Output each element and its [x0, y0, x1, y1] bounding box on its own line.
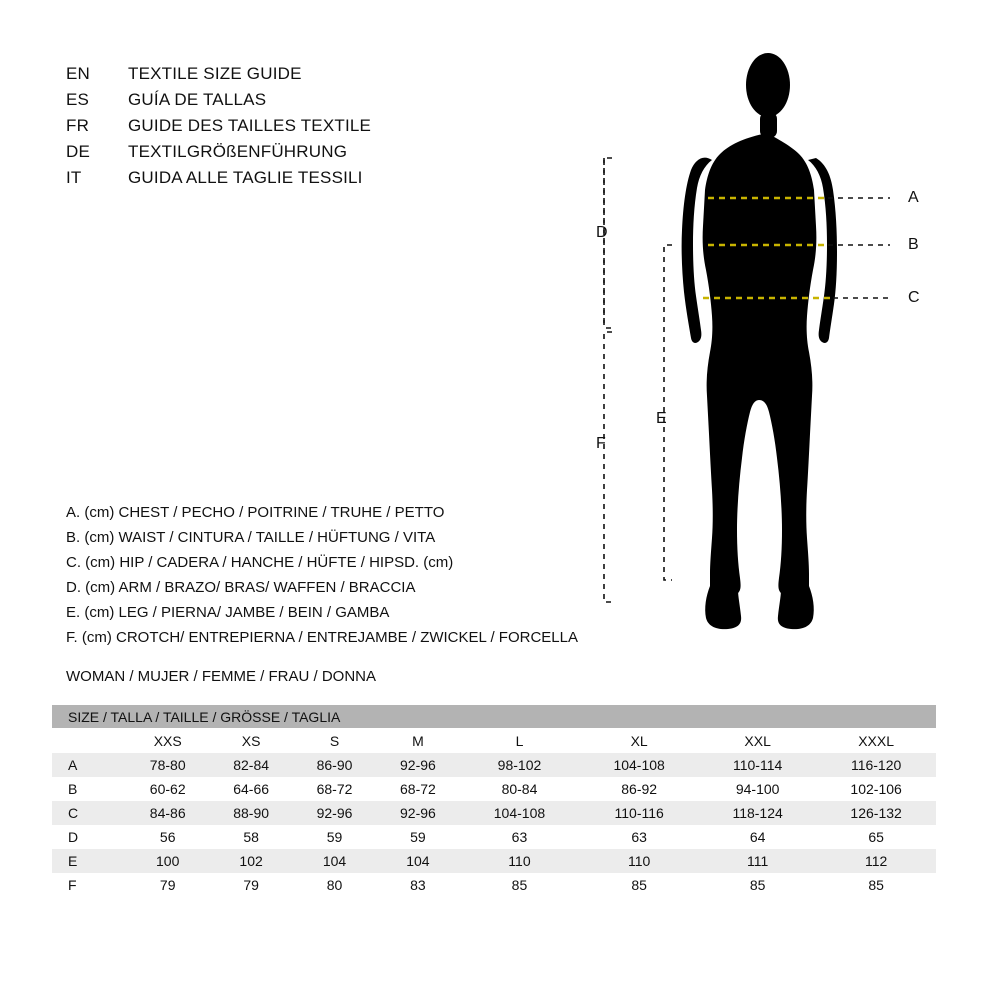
language-code: DE [66, 142, 91, 161]
row-label: D [52, 825, 126, 849]
table-cell: 59 [293, 825, 376, 849]
table-cell: 116-120 [816, 753, 936, 777]
language-row [66, 64, 526, 90]
size-table [52, 705, 936, 897]
table-header-row [52, 705, 936, 728]
legend-item: F. (cm) CROTCH/ ENTREPIERNA / ENTREJAMBE / ZWICKEL / FORCELLA [66, 629, 578, 646]
body-diagram [560, 30, 980, 650]
table-cell: 118-124 [699, 801, 816, 825]
language-code: EN [66, 64, 91, 83]
table-cell: 78-80 [126, 753, 209, 777]
table-cell: 85 [816, 873, 936, 897]
table-cell: 79 [209, 873, 292, 897]
table-cell: 111 [699, 849, 816, 873]
table-cell: 83 [376, 873, 459, 897]
table-row [52, 753, 936, 777]
row-label: A [52, 753, 126, 777]
table-cell: 110-114 [699, 753, 816, 777]
table-header-label: SIZE / TALLA / TAILLE / GRÖSSE / TAGLIA [52, 705, 936, 728]
bracket-label-f: F [596, 435, 606, 452]
language-row [66, 116, 526, 142]
table-cell: 104-108 [460, 801, 580, 825]
row-label: B [52, 777, 126, 801]
marker-label-c: C [908, 289, 920, 306]
language-row [66, 142, 526, 168]
table-cell: 64-66 [209, 777, 292, 801]
language-title-list [66, 64, 526, 194]
legend-item: C. (cm) HIP / CADERA / HANCHE / HÜFTE / HIPSD. (cm) [66, 554, 454, 571]
bracket-arm-d [604, 158, 612, 328]
table-columns-row [52, 728, 936, 753]
table-cell: 92-96 [376, 801, 459, 825]
legend-item: D. (cm) ARM / BRAZO/ BRAS/ WAFFEN / BRACCIA [66, 579, 416, 596]
table-cell: 86-92 [579, 777, 699, 801]
table-row [52, 873, 936, 897]
table-cell: 88-90 [209, 801, 292, 825]
column-header: XL [579, 728, 699, 753]
table-row [52, 801, 936, 825]
table-cell: 68-72 [293, 777, 376, 801]
marker-label-b: B [908, 236, 919, 253]
bracket-label-d: D [596, 224, 608, 241]
column-header: S [293, 728, 376, 753]
table-cell: 64 [699, 825, 816, 849]
table-cell: 85 [699, 873, 816, 897]
table-cell: 56 [126, 825, 209, 849]
legend-item: E. (cm) LEG / PIERNA/ JAMBE / BEIN / GAMBA [66, 604, 390, 621]
language-title: TEXTILE SIZE GUIDE [128, 64, 302, 83]
table-cell: 102-106 [816, 777, 936, 801]
column-header: XXXL [816, 728, 936, 753]
table-cell: 98-102 [460, 753, 580, 777]
marker-label-a: A [908, 189, 919, 206]
table-cell: 85 [579, 873, 699, 897]
table-cell: 80-84 [460, 777, 580, 801]
column-header: XS [209, 728, 292, 753]
table-cell: 80 [293, 873, 376, 897]
row-label: E [52, 849, 126, 873]
table-cell: 94-100 [699, 777, 816, 801]
table-cell: 82-84 [209, 753, 292, 777]
table-row [52, 849, 936, 873]
column-header: M [376, 728, 459, 753]
table-cell: 84-86 [126, 801, 209, 825]
language-code: IT [66, 168, 82, 187]
language-title: GUIDA ALLE TAGLIE TESSILI [128, 168, 363, 187]
language-code: ES [66, 90, 90, 109]
table-cell: 79 [126, 873, 209, 897]
language-title: GUIDE DES TAILLES TEXTILE [128, 116, 372, 135]
table-cell: 110 [579, 849, 699, 873]
table-cell: 100 [126, 849, 209, 873]
table-cell: 63 [460, 825, 580, 849]
table-cell: 65 [816, 825, 936, 849]
table-cell: 104-108 [579, 753, 699, 777]
table-corner-cell [52, 728, 126, 753]
language-title: GUÍA DE TALLAS [128, 90, 267, 109]
table-cell: 60-62 [126, 777, 209, 801]
measurement-legend [66, 500, 626, 650]
table-cell: 58 [209, 825, 292, 849]
table-cell: 110-116 [579, 801, 699, 825]
language-title: TEXTILGRÖßENFÜHRUNG [128, 142, 348, 161]
language-code: FR [66, 116, 90, 135]
table-cell: 102 [209, 849, 292, 873]
language-row [66, 90, 526, 116]
column-header: L [460, 728, 580, 753]
table-cell: 68-72 [376, 777, 459, 801]
table-cell: 110 [460, 849, 580, 873]
table-cell: 92-96 [293, 801, 376, 825]
female-silhouette-svg [560, 30, 980, 650]
language-row [66, 168, 526, 194]
row-label: C [52, 801, 126, 825]
bracket-crotch-f [604, 332, 612, 602]
table-row [52, 825, 936, 849]
table-cell: 63 [579, 825, 699, 849]
table-cell: 112 [816, 849, 936, 873]
legend-item: A. (cm) CHEST / PECHO / POITRINE / TRUHE / PETTO [66, 504, 445, 521]
legend-item: B. (cm) WAIST / CINTURA / TAILLE / HÜFTUNG / VITA [66, 529, 436, 546]
table-row [52, 777, 936, 801]
table-cell: 85 [460, 873, 580, 897]
group-label: WOMAN / MUJER / FEMME / FRAU / DONNA [66, 668, 376, 685]
column-header: XXL [699, 728, 816, 753]
table-cell: 104 [376, 849, 459, 873]
table-cell: 104 [293, 849, 376, 873]
column-header: XXS [126, 728, 209, 753]
bracket-label-e: E [656, 410, 667, 427]
table-cell: 86-90 [293, 753, 376, 777]
table-cell: 126-132 [816, 801, 936, 825]
row-label: F [52, 873, 126, 897]
table-cell: 59 [376, 825, 459, 849]
table-cell: 92-96 [376, 753, 459, 777]
